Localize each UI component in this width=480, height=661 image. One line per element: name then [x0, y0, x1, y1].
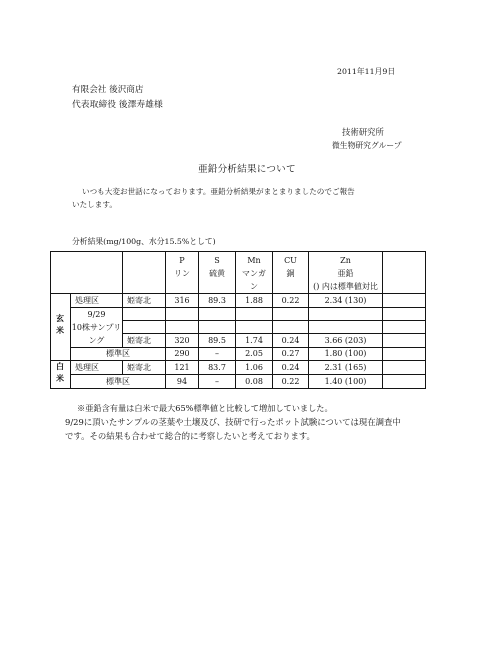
value-s: 89.5	[199, 334, 236, 348]
value-s: –	[199, 375, 236, 389]
value-p: 94	[166, 375, 199, 389]
body-line: いつも大変お世話になっております。亜鉛分析結果がまとまりましたのでご報告	[82, 187, 355, 196]
sample-date: 9/29	[87, 310, 106, 319]
table-row	[51, 348, 426, 361]
recipient-company: 有限会社 後沢商店	[72, 85, 144, 95]
header-name: 銅	[286, 269, 295, 278]
value-s: 83.7	[199, 361, 236, 375]
value-mn: 0.08	[236, 375, 273, 389]
blank-cell	[273, 321, 309, 334]
header-row	[51, 252, 426, 294]
value-s: 89.3	[199, 294, 236, 308]
blank-cell	[166, 308, 199, 321]
value-zn: 1.40 (100)	[309, 375, 383, 389]
sample-name: 10株サンプリング	[71, 323, 122, 345]
blank-cell	[309, 321, 383, 334]
results-table	[50, 251, 426, 389]
blank-cell	[236, 321, 273, 334]
blank-cell	[383, 361, 426, 375]
header-note: () 内は標準値対比	[313, 282, 378, 291]
blank-cell	[236, 308, 273, 321]
sender-group: 微生物研究グループ	[332, 141, 402, 150]
row-field: 姫寄北	[123, 334, 166, 348]
group-cell	[51, 361, 71, 389]
header-symbol: S	[214, 256, 220, 265]
value-mn: 1.74	[236, 334, 273, 348]
header-name: マンガン	[242, 269, 266, 291]
header-s	[199, 252, 236, 294]
blank-cell	[123, 321, 166, 334]
value-s: –	[199, 348, 236, 361]
table-row	[51, 375, 426, 389]
blank-cell	[383, 321, 426, 334]
header-blank-cell	[51, 252, 123, 294]
table-row	[51, 294, 426, 308]
value-zn: 3.66 (203)	[309, 334, 383, 348]
row-field: 姫寄北	[123, 361, 166, 375]
group-cell	[51, 294, 71, 361]
header-mn	[236, 252, 273, 294]
group-label: 白米	[55, 361, 66, 386]
row-label: 処理区	[71, 294, 123, 308]
blank-cell	[383, 334, 426, 348]
note-line: 9/29に頂いたサンプルの茎葉や土壌及び、技研で行ったポット試験については現在調査中	[65, 417, 401, 427]
header-zn	[309, 252, 383, 294]
value-zn: 2.31 (165)	[309, 361, 383, 375]
blank-cell	[199, 321, 236, 334]
value-cu: 0.22	[273, 294, 309, 308]
header-cu	[273, 252, 309, 294]
body-line: いたします。	[72, 200, 117, 209]
table-row	[51, 361, 426, 375]
blank-cell	[383, 308, 426, 321]
header-name: 硫黄	[209, 269, 225, 278]
header-symbol: CU	[284, 256, 297, 265]
header-symbol: Zn	[340, 256, 351, 265]
row-label	[71, 308, 123, 348]
document-date: 2011年11月9日	[337, 67, 396, 76]
blank-cell	[383, 294, 426, 308]
blank-cell	[309, 308, 383, 321]
recipient-name: 代表取締役 後澤寿雄様	[72, 100, 163, 110]
value-cu: 0.24	[273, 334, 309, 348]
value-mn: 1.06	[236, 361, 273, 375]
note-line: ※亜鉛含有量は白米で最大65%標準値と比較して増加していました。	[77, 403, 333, 413]
value-mn: 1.88	[236, 294, 273, 308]
value-p: 121	[166, 361, 199, 375]
blank-cell	[123, 308, 166, 321]
table-row	[51, 308, 426, 321]
table-caption: 分析結果(mg/100g、水分15.5%として)	[72, 237, 216, 246]
header-symbol: Mn	[247, 256, 261, 265]
value-p: 320	[166, 334, 199, 348]
row-label: 標準区	[71, 375, 166, 389]
blank-cell	[383, 375, 426, 389]
value-p: 290	[166, 348, 199, 361]
header-p	[166, 252, 199, 294]
blank-cell	[273, 308, 309, 321]
sender-org: 技術研究所	[342, 127, 384, 137]
blank-cell	[383, 348, 426, 361]
row-field: 姫寄北	[123, 294, 166, 308]
header-symbol: P	[179, 256, 185, 265]
value-mn: 2.05	[236, 348, 273, 361]
row-label: 処理区	[71, 361, 123, 375]
header-name: リン	[174, 269, 190, 278]
header-name: 亜鉛	[337, 269, 354, 278]
header-blank-cell	[383, 252, 426, 294]
sample-label	[72, 308, 122, 347]
row-label: 標準区	[71, 348, 166, 361]
value-cu: 0.27	[273, 348, 309, 361]
value-p: 316	[166, 294, 199, 308]
value-cu: 0.22	[273, 375, 309, 389]
group-label: 玄米	[55, 314, 66, 338]
note-line: です。その結果も合わせて総合的に考察したいと考えております。	[65, 431, 315, 441]
value-zn: 1.80 (100)	[309, 348, 383, 361]
blank-cell	[166, 321, 199, 334]
header-blank-cell	[123, 252, 166, 294]
document-title: 亜鉛分析結果について	[198, 164, 296, 175]
value-cu: 0.24	[273, 361, 309, 375]
value-zn: 2.34 (130)	[309, 294, 383, 308]
blank-cell	[199, 308, 236, 321]
